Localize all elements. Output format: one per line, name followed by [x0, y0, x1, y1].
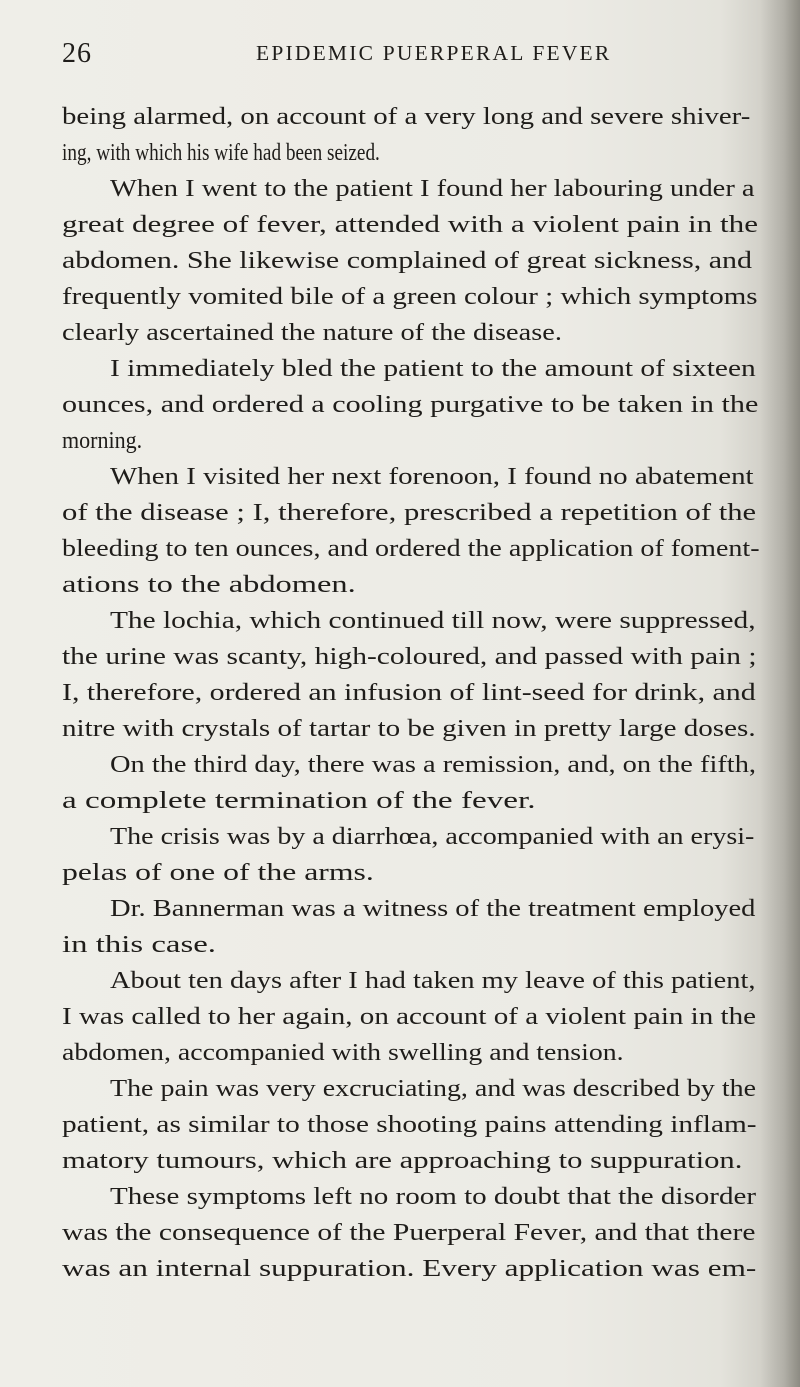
text-line: was the consequence of the Puerperal Fever, and that there — [62, 1219, 756, 1246]
text-line: a complete termination of the fever. — [62, 787, 536, 814]
text-line: The pain was very excruciating, and was described by the — [110, 1075, 756, 1102]
text-line: the urine was scanty, high-coloured, and passed with pain ; — [62, 643, 757, 670]
text-line: patient, as similar to those shooting pains attending inflam- — [62, 1111, 757, 1138]
page-edge-shadow — [760, 0, 800, 1387]
running-title: EPIDEMIC PUERPERAL FEVER — [256, 41, 612, 65]
text-line: Dr. Bannerman was a witness of the treatment employed — [110, 895, 756, 922]
text-line: The lochia, which continued till now, were suppressed, — [110, 607, 756, 634]
running-head — [62, 38, 762, 68]
text-line: of the disease ; I, therefore, prescribed a repetition of the — [62, 499, 757, 526]
text-line: The crisis was by a diarrhœa, accompanied with an erysi- — [110, 823, 755, 850]
text-line: ounces, and ordered a cooling purgative to be taken in the — [62, 391, 759, 418]
text-line: When I went to the patient I found her labouring under a — [110, 175, 755, 202]
text-line: nitre with crystals of tartar to be given in pretty large doses. — [62, 715, 756, 742]
text-line: matory tumours, which are approaching to suppuration. — [62, 1147, 743, 1174]
text-line: frequently vomited bile of a green colour ; which symptoms — [62, 283, 758, 310]
text-line: About ten days after I had taken my leave of this patient, — [110, 967, 756, 994]
text-line: was an internal suppuration. Every application was em- — [62, 1255, 757, 1282]
text-line: abdomen, accompanied with swelling and tension. — [62, 1039, 624, 1066]
text-line: morning. — [62, 427, 143, 454]
text-line: When I visited her next forenoon, I found no abatement — [110, 463, 754, 490]
text-line: being alarmed, on account of a very long and severe shiver- — [62, 103, 751, 130]
text-line: I was called to her again, on account of a violent pain in the — [62, 1003, 757, 1030]
text-line: I, therefore, ordered an infusion of lint-seed for drink, and — [62, 679, 756, 706]
text-line: in this case. — [62, 931, 216, 958]
text-line: I immediately bled the patient to the amount of sixteen — [110, 355, 756, 382]
text-line: bleeding to ten ounces, and ordered the application of foment- — [62, 535, 760, 562]
text-line: On the third day, there was a remission, and, on the fifth, — [110, 751, 757, 778]
text-line: These symptoms left no room to doubt that the disorder — [110, 1183, 757, 1210]
text-line: ations to the abdomen. — [62, 571, 356, 598]
text-line: ing, with which his wife had been seized. — [62, 139, 380, 166]
text-line: pelas of one of the arms. — [62, 859, 374, 886]
text-line: abdomen. She likewise complained of great sickness, and — [62, 247, 753, 274]
text-line: clearly ascertained the nature of the disease. — [62, 319, 562, 346]
text-line: great degree of fever, attended with a violent pain in the — [62, 211, 759, 238]
page-number: 26 — [62, 38, 92, 69]
